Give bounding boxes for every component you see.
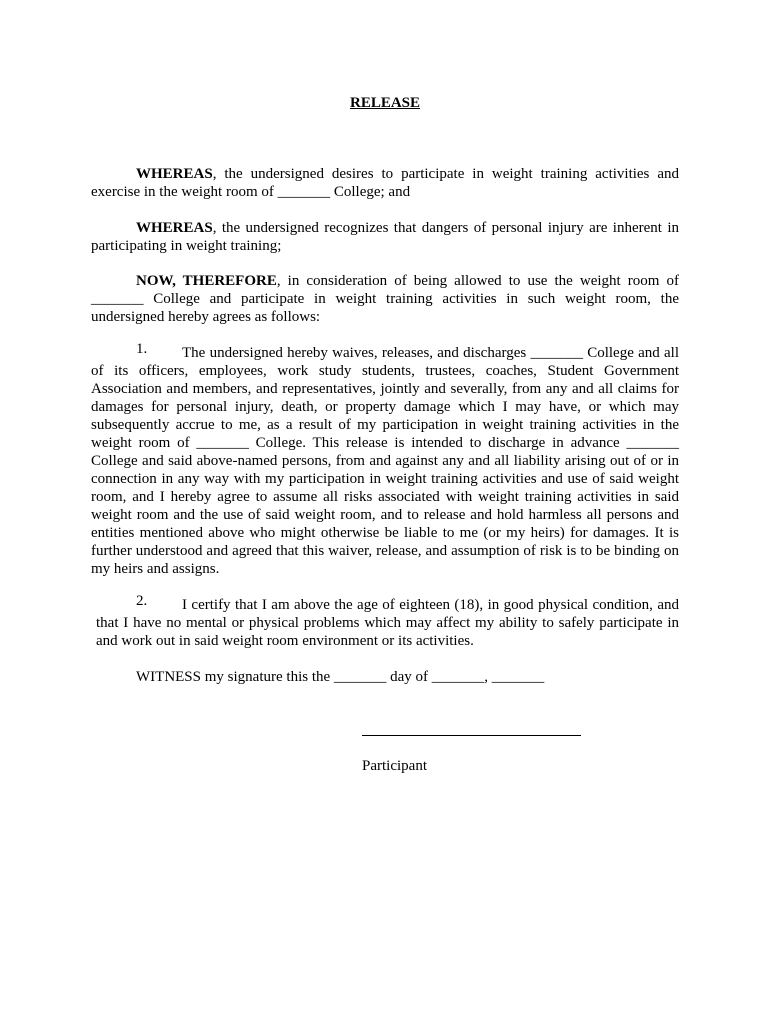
paragraph-lead: NOW, THEREFORE <box>136 273 277 289</box>
paragraph-text: , in consideration of being allowed to use the weight room of _______ College and participate in weight training activities in such weight room, the undersigned hereby agrees as follows: <box>91 273 679 325</box>
whereas-paragraph-2 <box>91 219 679 255</box>
whereas-paragraph-1 <box>91 165 679 201</box>
paragraph-lead: WHEREAS <box>136 166 213 182</box>
item-text: I certify that I am above the age of eighteen (18), in good physical condition, and that I have no mental or physical problems which may affect my ability to safely participate in and work out in said weight room environment or its activities. <box>96 597 679 649</box>
numbered-item-1 <box>91 341 679 578</box>
item-number: 1. <box>136 341 148 357</box>
item-text: The undersigned hereby waives, releases, and discharges _______ College and all of its officers, employees, work study students, trustees, coaches, Student Government Association and members, and representatives, jointly and severally, from any and all claims for damages for personal injury, death, or property damage which I may have, or which may subsequently accrue to me, as a result of my participation in weight training activities in the weight room of _______ College. This release is intended to discharge in advance _______ College and said above-named persons, from and against any and all liability arising out of or in connection in any way with my participation in weight training activities and use of said weight room, and I hereby agree to assume all risks associated with weight training activities in said weight room and the use of said weight room, and to release and hold harmless all persons and entities mentioned above who might otherwise be liable to me (or my heirs) for damages. It is further understood and agreed that this waiver, release, and assumption of risk is to be binding on my heirs and assigns. <box>91 345 679 577</box>
numbered-item-2 <box>96 593 679 650</box>
signature-label: Participant <box>362 758 427 774</box>
witness-line: WITNESS my signature this the _______ day of _______, _______ <box>136 669 545 685</box>
now-therefore-paragraph <box>91 272 679 326</box>
paragraph-text: , the undersigned recognizes that dangers of personal injury are inherent in participating in weight training; <box>91 220 679 254</box>
paragraph-text: , the undersigned desires to participate in weight training activities and exercise in the weight room of _______ College; and <box>91 166 679 200</box>
document-title: RELEASE <box>349 95 421 111</box>
signature-line[interactable] <box>362 735 581 736</box>
paragraph-lead: WHEREAS <box>136 220 213 236</box>
item-number: 2. <box>136 593 148 609</box>
